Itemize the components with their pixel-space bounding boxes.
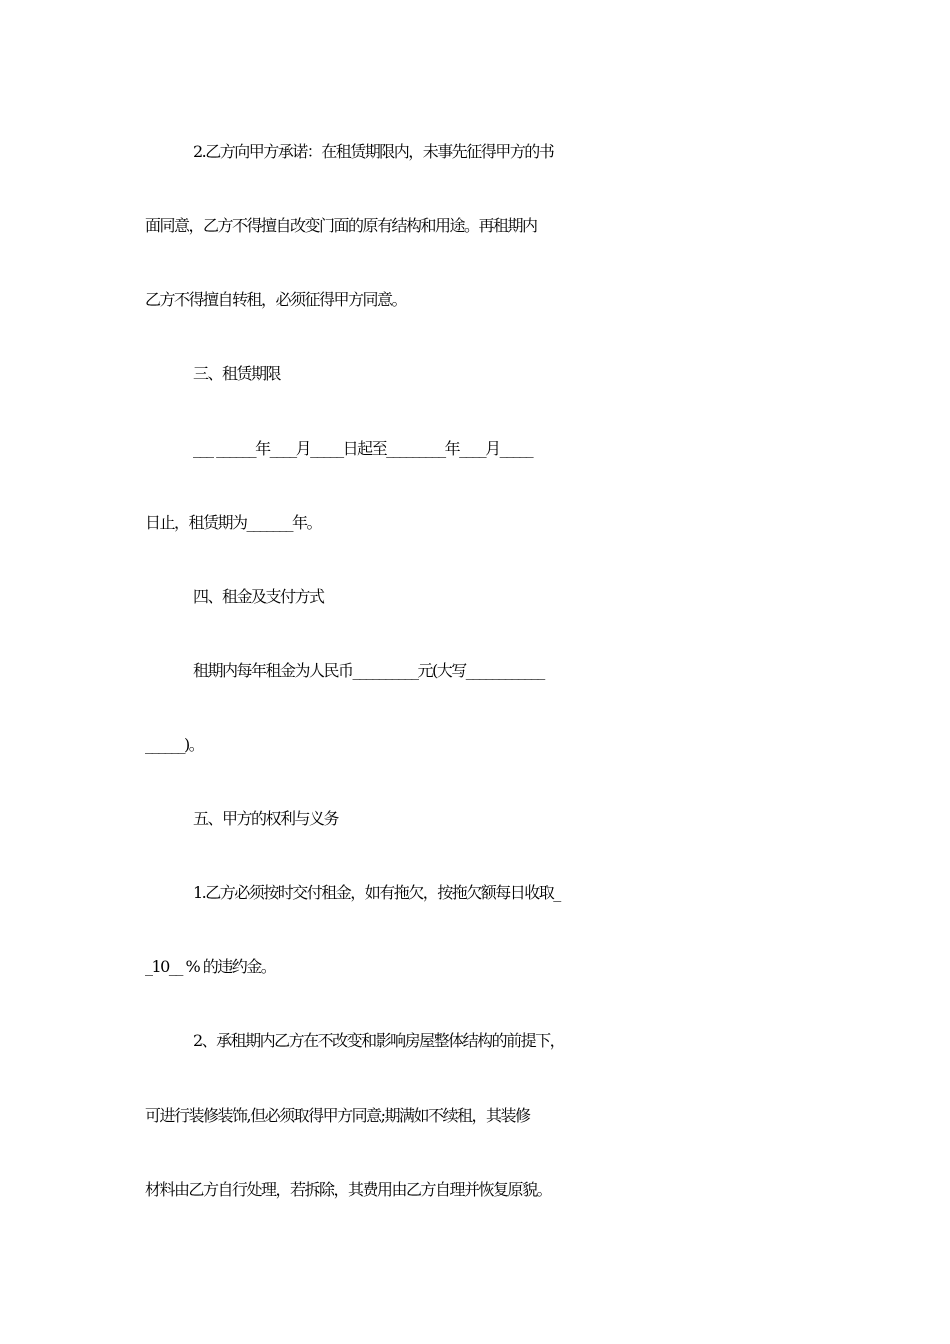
clause-1-line-1: 1.乙方必须按时交付租金，如有拖欠，按拖欠额每日收取_ xyxy=(193,883,560,902)
section-heading-party-a-rights: 五、甲方的权利与义务 xyxy=(193,809,339,828)
clause-2-line-1: 2.乙方向甲方承诺：在租赁期限内，未事先征得甲方的书 xyxy=(193,142,554,161)
clause-2b-line-1: 2、承租期内乙方在不改变和影响房屋整体结构的前提下， xyxy=(193,1031,565,1050)
clause-2b-line-2: 可进行装修装饰,但必须取得甲方同意;期满如不续租，其装修 xyxy=(145,1106,530,1125)
lease-term-line-2: 日止，租赁期为_______年。 xyxy=(145,513,322,532)
lease-term-line-1: ___ ______年____月_____日起至_________年____月_____ xyxy=(193,439,533,458)
clause-2b-line-3: 材料由乙方自行处理，若拆除，其费用由乙方自理并恢复原貌。 xyxy=(145,1180,552,1199)
section-heading-rent-payment: 四、租金及支付方式 xyxy=(193,587,324,606)
rent-line-2: ______)。 xyxy=(145,735,204,754)
section-heading-lease-term: 三、租赁期限 xyxy=(193,364,281,383)
clause-1-line-2: _10__ % 的违约金。 xyxy=(145,957,276,976)
rent-line-1: 租期内每年租金为人民币__________元(大写____________ xyxy=(193,661,544,680)
clause-2-line-2: 面同意，乙方不得擅自改变门面的原有结构和用途。再租期内 xyxy=(145,216,537,235)
clause-2-line-3: 乙方不得擅自转租，必须征得甲方同意。 xyxy=(145,290,407,309)
